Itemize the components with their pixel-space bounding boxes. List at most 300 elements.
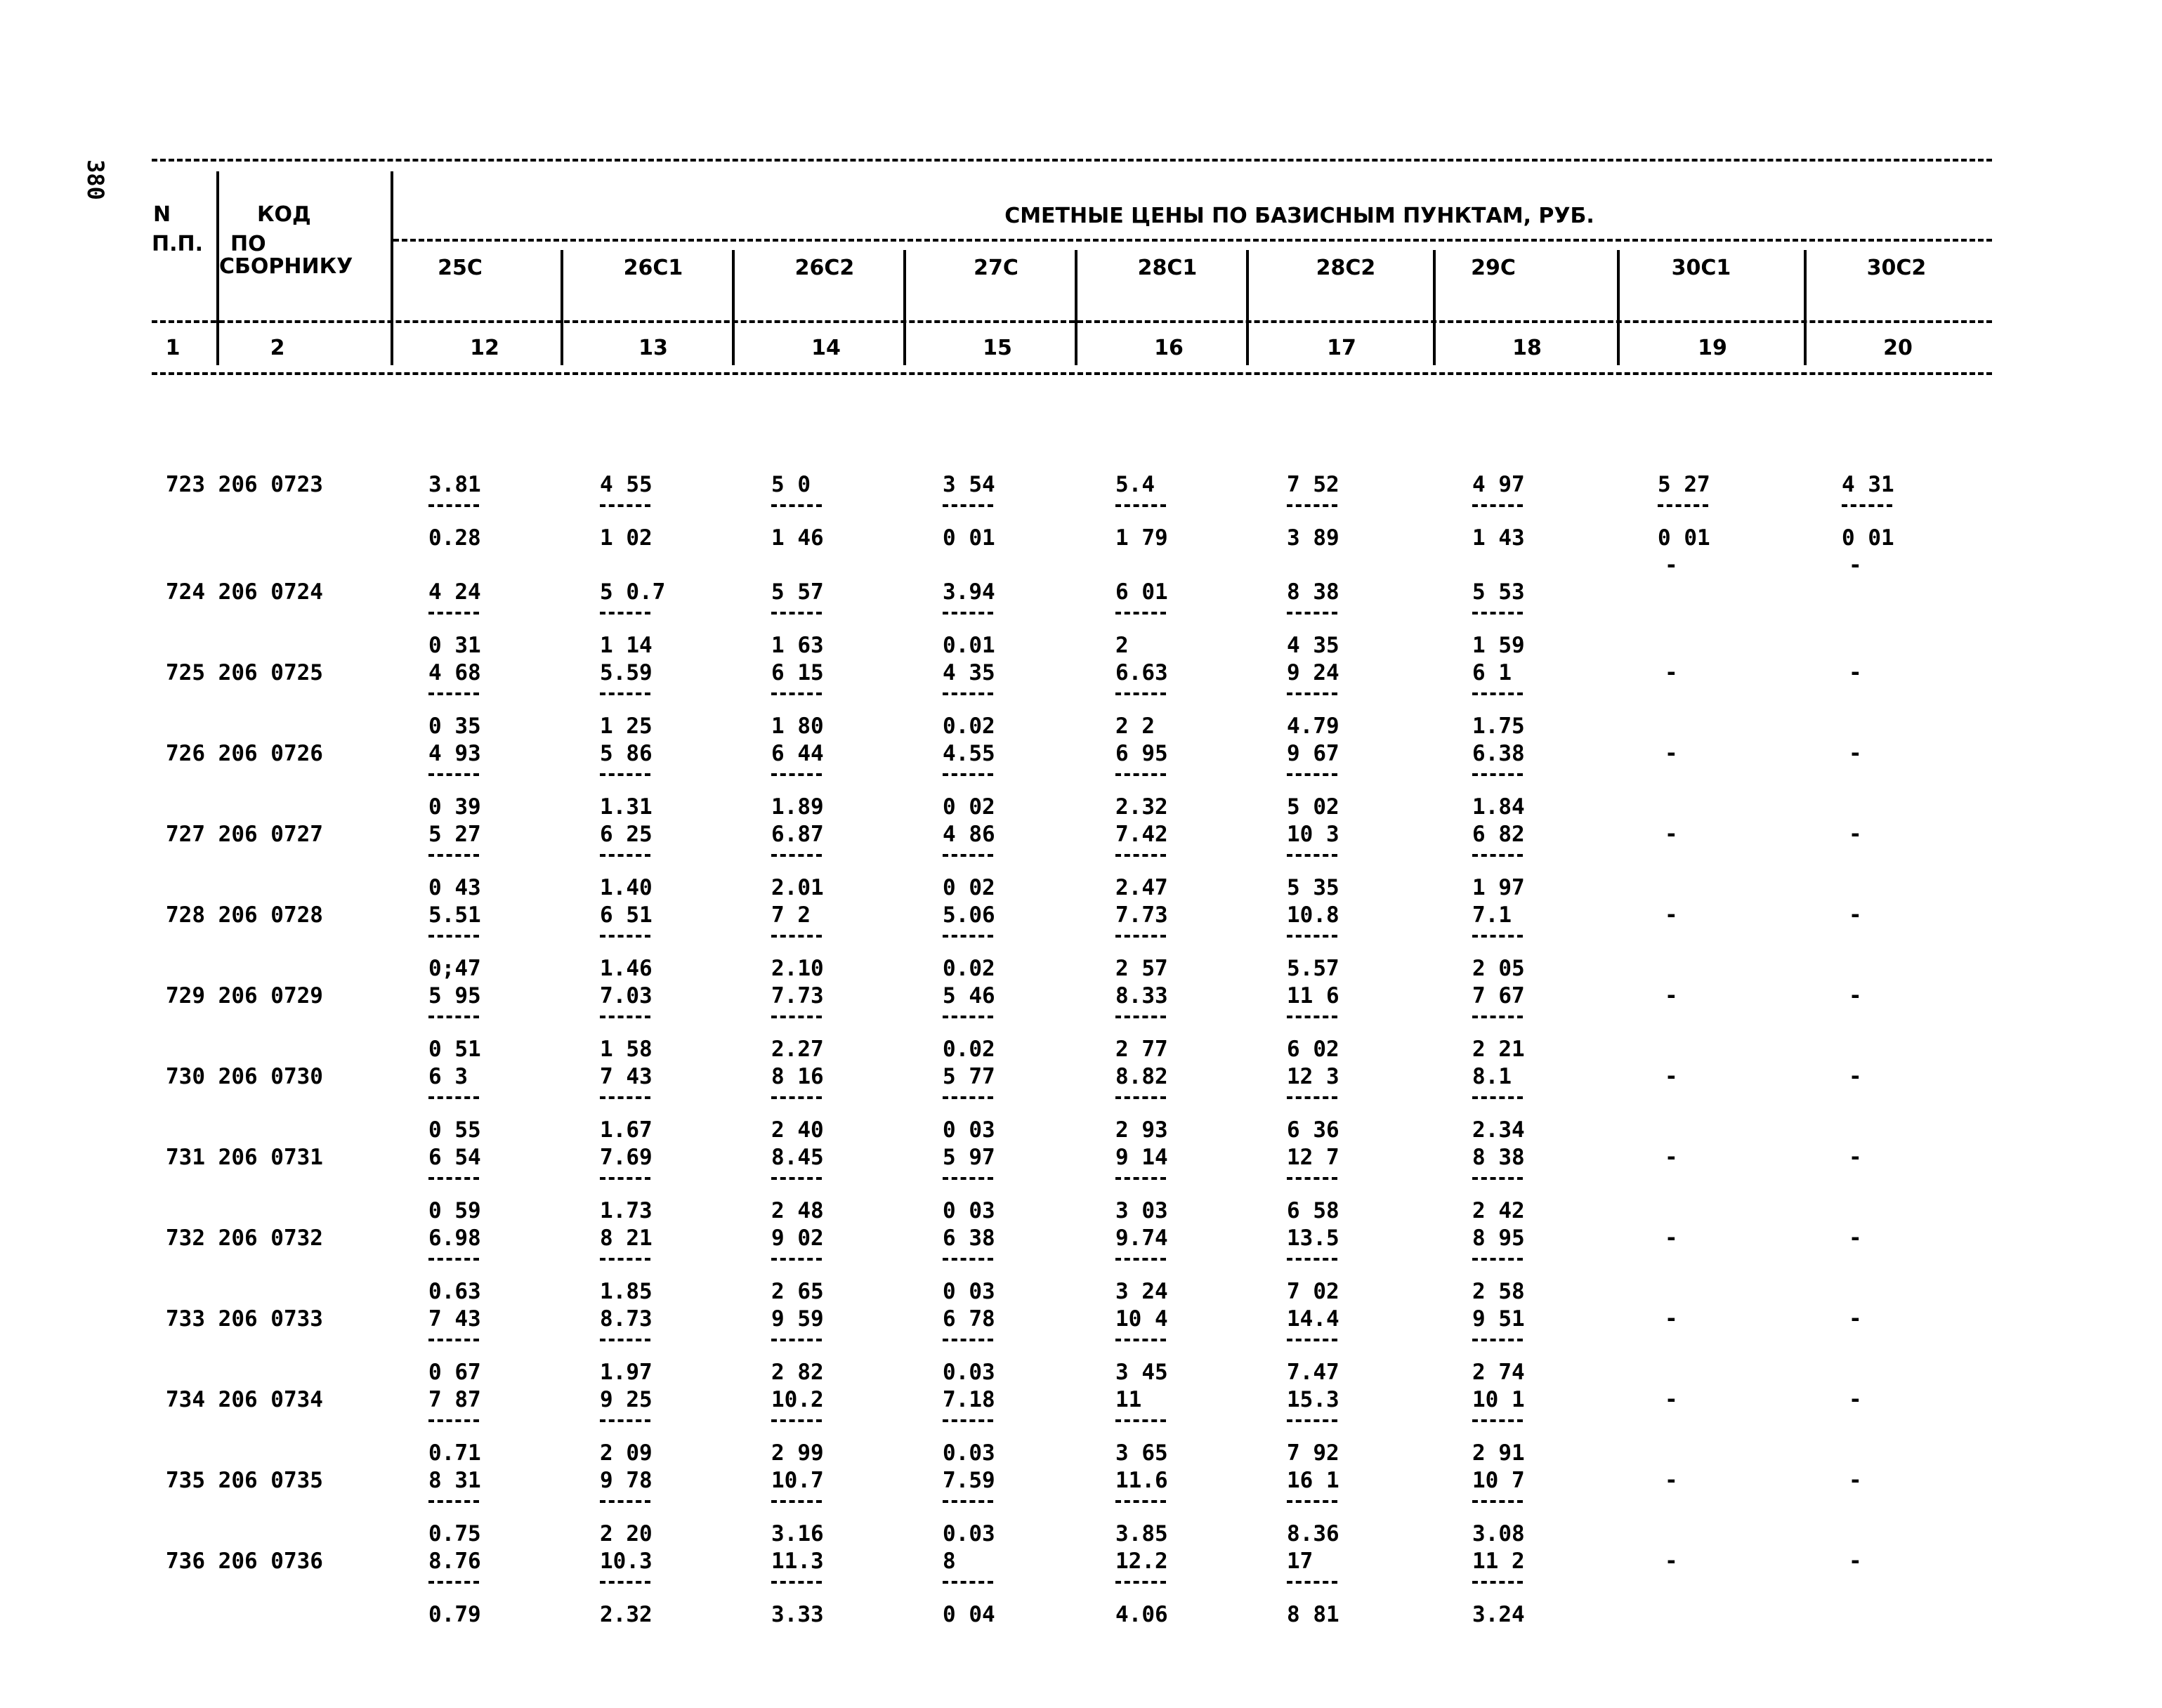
row-label: 728 206 0728 [166, 902, 323, 928]
price-value: 4 93 [428, 741, 481, 766]
price-subvalue: 0 04 [943, 1602, 995, 1627]
price-subvalue: 0 59 [428, 1198, 481, 1223]
price-value: 5 0.7 [600, 579, 666, 605]
price-value: 10.2 [771, 1387, 824, 1412]
price-subvalue: 1.46 [600, 956, 653, 981]
price-value: 7.73 [1115, 902, 1168, 928]
fraction-bar [1472, 935, 1523, 938]
price-subvalue: 0 31 [428, 633, 481, 658]
price-value: 11 6 [1287, 983, 1339, 1009]
price-subvalue: 5 02 [1287, 794, 1339, 820]
price-subvalue: 0 02 [943, 794, 995, 820]
price-value: 9.74 [1115, 1226, 1168, 1251]
price-subvalue: 0.63 [428, 1279, 481, 1304]
price-subvalue: 4.79 [1287, 714, 1339, 739]
price-subvalue: 0 35 [428, 714, 481, 739]
fraction-bar [771, 692, 822, 695]
price-value: 7 43 [600, 1064, 653, 1089]
fraction-bar [1472, 1096, 1523, 1099]
fraction-bar [428, 854, 479, 857]
price-subvalue: 2 20 [600, 1521, 653, 1546]
price-value: 5 27 [1658, 472, 1710, 497]
fraction-bar [1115, 1016, 1166, 1018]
fraction-bar [1115, 1419, 1166, 1422]
row-label: 733 206 0733 [166, 1306, 323, 1332]
fraction-bar [428, 1500, 479, 1503]
price-value: 6 54 [428, 1145, 481, 1170]
price-empty-dash: - [1665, 553, 1678, 578]
price-value: 8 38 [1472, 1145, 1525, 1170]
price-value: 9 51 [1472, 1306, 1525, 1332]
price-empty-dash: - [1849, 1549, 1862, 1574]
price-value: 8.45 [771, 1145, 824, 1170]
fraction-bar [1287, 935, 1337, 938]
price-subvalue: 3.33 [771, 1602, 824, 1627]
price-subvalue: 0 51 [428, 1037, 481, 1062]
price-value: 5.06 [943, 902, 995, 928]
price-subvalue: 2.34 [1472, 1117, 1525, 1143]
fraction-bar [1115, 1339, 1166, 1341]
price-subvalue: 7.47 [1287, 1360, 1339, 1385]
fraction-bar [1287, 1096, 1337, 1099]
fraction-bar [771, 612, 822, 615]
price-value: 12.2 [1115, 1549, 1168, 1574]
fraction-bar [428, 1258, 479, 1261]
fraction-bar [428, 1419, 479, 1422]
price-value: 10 4 [1115, 1306, 1168, 1332]
row-label: 736 206 0736 [166, 1549, 323, 1574]
price-subvalue: 0 03 [943, 1198, 995, 1223]
row-label: 734 206 0734 [166, 1387, 323, 1412]
price-subvalue: 1.97 [600, 1360, 653, 1385]
fraction-bar [1287, 1500, 1337, 1503]
fraction-bar [600, 504, 650, 507]
fraction-bar [943, 1096, 993, 1099]
fraction-bar [1472, 692, 1523, 695]
fraction-bar [600, 773, 650, 776]
column-number: 2 [270, 336, 285, 360]
price-value: 7.1 [1472, 902, 1512, 928]
price-subvalue: 7 02 [1287, 1279, 1339, 1304]
column-number: 16 [1154, 336, 1184, 360]
price-subvalue: 2.32 [600, 1602, 653, 1627]
fraction-bar [428, 1339, 479, 1341]
header-code: КОД [257, 202, 311, 227]
fraction-bar [600, 1419, 650, 1422]
price-empty-dash: - [1849, 1468, 1862, 1493]
price-value: 6.98 [428, 1226, 481, 1251]
price-subvalue: 2 82 [771, 1360, 824, 1385]
price-value: 6 15 [771, 660, 824, 685]
price-value: 4 97 [1472, 472, 1525, 497]
price-subvalue: 4.06 [1115, 1602, 1168, 1627]
price-value: 16 1 [1287, 1468, 1339, 1493]
column-number: 14 [811, 336, 841, 360]
price-value: 3.81 [428, 472, 481, 497]
fraction-bar [1287, 1177, 1337, 1180]
price-value: 9 78 [600, 1468, 653, 1493]
fraction-bar [943, 1581, 993, 1584]
price-subvalue: 0 01 [1842, 525, 1894, 551]
column-number: 12 [470, 336, 499, 360]
price-subvalue: 2 40 [771, 1117, 824, 1143]
price-subvalue: 5.57 [1287, 956, 1339, 981]
fraction-bar [1472, 1177, 1523, 1180]
fraction-bar [600, 1500, 650, 1503]
price-value: 10 1 [1472, 1387, 1525, 1412]
column-number: 15 [983, 336, 1012, 360]
price-subvalue: 2.10 [771, 956, 824, 981]
price-subvalue: 2.27 [771, 1037, 824, 1062]
price-subvalue: 2 48 [771, 1198, 824, 1223]
price-subvalue: 6 36 [1287, 1117, 1339, 1143]
fraction-bar [943, 692, 993, 695]
price-value: 7 43 [428, 1306, 481, 1332]
column-number: 13 [638, 336, 668, 360]
price-value: 7 87 [428, 1387, 481, 1412]
price-value: 8 21 [600, 1226, 653, 1251]
header-divider [732, 250, 735, 365]
price-subvalue: 0 02 [943, 875, 995, 900]
price-value: 4 55 [600, 472, 653, 497]
price-subvalue: 1 02 [600, 525, 653, 551]
price-value: 3.94 [943, 579, 995, 605]
fraction-bar [1287, 854, 1337, 857]
fraction-bar [1658, 504, 1708, 507]
header-bottom-rule [152, 372, 1992, 375]
price-subvalue: 0 39 [428, 794, 481, 820]
price-value: 3 54 [943, 472, 995, 497]
price-value: 11.6 [1115, 1468, 1168, 1493]
price-empty-dash: - [1849, 902, 1862, 928]
fraction-bar [1842, 504, 1892, 507]
price-subvalue: 0;47 [428, 956, 481, 981]
price-value: 5.59 [600, 660, 653, 685]
price-subvalue: 3 89 [1287, 525, 1339, 551]
fraction-bar [1472, 1339, 1523, 1341]
price-value: 6.63 [1115, 660, 1168, 685]
price-value: 5 77 [943, 1064, 995, 1089]
price-empty-dash: - [1665, 1064, 1678, 1089]
price-value: 10 3 [1287, 822, 1339, 847]
price-subvalue: 3 65 [1115, 1440, 1168, 1466]
fraction-bar [943, 1258, 993, 1261]
fraction-bar [600, 854, 650, 857]
price-subvalue: 0 55 [428, 1117, 481, 1143]
price-value: 6.38 [1472, 741, 1525, 766]
price-subvalue: 2 2 [1115, 714, 1155, 739]
fraction-bar [1287, 773, 1337, 776]
fraction-bar [428, 1096, 479, 1099]
price-empty-dash: - [1665, 1226, 1678, 1251]
price-subvalue: 2 65 [771, 1279, 824, 1304]
fraction-bar [600, 612, 650, 615]
price-subvalue: 0.71 [428, 1440, 481, 1466]
fraction-bar [428, 1177, 479, 1180]
price-value: 12 7 [1287, 1145, 1339, 1170]
price-value: 14.4 [1287, 1306, 1339, 1332]
price-value: 6 95 [1115, 741, 1168, 766]
row-label: 726 206 0726 [166, 741, 323, 766]
fraction-bar [600, 692, 650, 695]
column-header: 26С2 [794, 256, 855, 280]
price-empty-dash: - [1665, 741, 1678, 766]
price-value: 7 67 [1472, 983, 1525, 1009]
price-empty-dash: - [1665, 1306, 1678, 1332]
column-header: 25С [438, 256, 483, 280]
price-empty-dash: - [1849, 822, 1862, 847]
price-subvalue: 5 35 [1287, 875, 1339, 900]
fraction-bar [771, 1339, 822, 1341]
price-subvalue: 1 63 [771, 633, 824, 658]
price-subvalue: 1 14 [600, 633, 653, 658]
price-empty-dash: - [1849, 1387, 1862, 1412]
price-value: 6 3 [428, 1064, 468, 1089]
row-label: 723 206 0723 [166, 472, 323, 497]
price-empty-dash: - [1665, 1549, 1678, 1574]
column-header: 30С2 [1866, 256, 1927, 280]
price-value: 8 38 [1287, 579, 1339, 605]
price-value: 6 1 [1472, 660, 1512, 685]
fraction-bar [771, 935, 822, 938]
row-label: 735 206 0735 [166, 1468, 323, 1493]
price-subvalue: 0 01 [1658, 525, 1710, 551]
price-value: 5 95 [428, 983, 481, 1009]
price-value: 8 [943, 1549, 956, 1574]
fraction-bar [771, 1419, 822, 1422]
price-empty-dash: - [1665, 822, 1678, 847]
price-subvalue: 6 02 [1287, 1037, 1339, 1062]
page-number: 380 [82, 159, 109, 200]
price-subvalue: 4 35 [1287, 633, 1339, 658]
price-value: 7.59 [943, 1468, 995, 1493]
price-value: 9 14 [1115, 1145, 1168, 1170]
fraction-bar [771, 773, 822, 776]
fraction-bar [428, 612, 479, 615]
fraction-bar [943, 1339, 993, 1341]
header-code-sbornik: СБОРНИКУ [219, 254, 353, 279]
fraction-bar [943, 504, 993, 507]
fraction-bar [600, 1177, 650, 1180]
price-value: 6 44 [771, 741, 824, 766]
fraction-bar [1115, 1177, 1166, 1180]
header-divider [1433, 250, 1436, 365]
fraction-bar [600, 1096, 650, 1099]
price-empty-dash: - [1849, 1226, 1862, 1251]
price-subvalue: 2 77 [1115, 1037, 1168, 1062]
price-value: 7.73 [771, 983, 824, 1009]
fraction-bar [943, 854, 993, 857]
price-subvalue: 1.73 [600, 1198, 653, 1223]
price-value: 9 25 [600, 1387, 653, 1412]
price-subvalue: 1 80 [771, 714, 824, 739]
row-label: 724 206 0724 [166, 579, 323, 605]
fraction-bar [600, 1581, 650, 1584]
header-title: СМЕТНЫЕ ЦЕНЫ ПО БАЗИСНЫМ ПУНКТАМ, РУБ. [1004, 204, 1594, 228]
price-value: 5 46 [943, 983, 995, 1009]
header-divider [1075, 250, 1077, 365]
column-number: 17 [1327, 336, 1356, 360]
fraction-bar [428, 692, 479, 695]
price-value: 7.03 [600, 983, 653, 1009]
fraction-bar [771, 504, 822, 507]
column-number: 20 [1883, 336, 1913, 360]
price-value: 4 35 [943, 660, 995, 685]
row-label: 730 206 0730 [166, 1064, 323, 1089]
price-subvalue: 3 45 [1115, 1360, 1168, 1385]
price-subvalue: 2.47 [1115, 875, 1168, 900]
price-empty-dash: - [1849, 1145, 1862, 1170]
price-subvalue: 3.08 [1472, 1521, 1525, 1546]
fraction-bar [428, 1581, 479, 1584]
fraction-bar [1287, 1258, 1337, 1261]
price-value: 11 [1115, 1387, 1142, 1412]
fraction-bar [1287, 1419, 1337, 1422]
price-value: 10.7 [771, 1468, 824, 1493]
price-subvalue: 1 97 [1472, 875, 1525, 900]
price-value: 6 01 [1115, 579, 1168, 605]
fraction-bar [1115, 504, 1166, 507]
price-value: 5 57 [771, 579, 824, 605]
header-title-rule [393, 239, 1992, 242]
row-label: 731 206 0731 [166, 1145, 323, 1170]
fraction-bar [943, 1177, 993, 1180]
price-subvalue: 0.02 [943, 1037, 995, 1062]
column-header: 28С1 [1137, 256, 1198, 280]
price-subvalue: 0.03 [943, 1440, 995, 1466]
price-subvalue: 3.16 [771, 1521, 824, 1546]
fraction-bar [1287, 1581, 1337, 1584]
fraction-bar [943, 1016, 993, 1018]
column-number: 19 [1698, 336, 1727, 360]
price-value: 17 [1287, 1549, 1313, 1574]
price-value: 9 24 [1287, 660, 1339, 685]
price-value: 12 3 [1287, 1064, 1339, 1089]
fraction-bar [428, 773, 479, 776]
price-value: 5 97 [943, 1145, 995, 1170]
fraction-bar [1115, 612, 1166, 615]
fraction-bar [600, 1339, 650, 1341]
price-subvalue: 7 92 [1287, 1440, 1339, 1466]
price-value: 6 78 [943, 1306, 995, 1332]
price-value: 6 82 [1472, 822, 1525, 847]
fraction-bar [600, 935, 650, 938]
price-empty-dash: - [1849, 741, 1862, 766]
fraction-bar [1472, 1500, 1523, 1503]
price-value: 5 27 [428, 822, 481, 847]
header-top-rule [152, 159, 1992, 162]
price-value: 13.5 [1287, 1226, 1339, 1251]
price-subvalue: 1.31 [600, 794, 653, 820]
price-subvalue: 1.75 [1472, 714, 1525, 739]
fraction-bar [943, 612, 993, 615]
price-subvalue: 1 58 [600, 1037, 653, 1062]
fraction-bar [771, 1581, 822, 1584]
price-subvalue: 0.03 [943, 1521, 995, 1546]
fraction-bar [1472, 1581, 1523, 1584]
price-value: 4.55 [943, 741, 995, 766]
price-empty-dash: - [1849, 1064, 1862, 1089]
column-header: 28С2 [1316, 256, 1376, 280]
fraction-bar [1115, 854, 1166, 857]
price-value: 5.4 [1115, 472, 1155, 497]
price-subvalue: 3 24 [1115, 1279, 1168, 1304]
price-value: 8 16 [771, 1064, 824, 1089]
price-empty-dash: - [1665, 1387, 1678, 1412]
price-value: 4 86 [943, 822, 995, 847]
price-subvalue: 1 79 [1115, 525, 1168, 551]
fraction-bar [771, 1258, 822, 1261]
price-value: 6.87 [771, 822, 824, 847]
header-mid-rule [152, 320, 1992, 323]
price-subvalue: 0 03 [943, 1279, 995, 1304]
price-value: 5 0 [771, 472, 811, 497]
price-subvalue: 0.28 [428, 525, 481, 551]
fraction-bar [771, 1016, 822, 1018]
price-value: 7.42 [1115, 822, 1168, 847]
price-value: 9 59 [771, 1306, 824, 1332]
fraction-bar [1115, 1581, 1166, 1584]
price-subvalue: 0 43 [428, 875, 481, 900]
header-divider [1804, 250, 1807, 365]
fraction-bar [1287, 692, 1337, 695]
price-value: 4 24 [428, 579, 481, 605]
price-subvalue: 2 91 [1472, 1440, 1525, 1466]
price-value: 7 52 [1287, 472, 1339, 497]
price-subvalue: 1 43 [1472, 525, 1525, 551]
fraction-bar [1472, 1258, 1523, 1261]
fraction-bar [943, 1419, 993, 1422]
fraction-bar [1472, 773, 1523, 776]
price-subvalue: 1 25 [600, 714, 653, 739]
price-value: 10.3 [600, 1549, 653, 1574]
price-value: 11.3 [771, 1549, 824, 1574]
fraction-bar [771, 1500, 822, 1503]
column-number: 18 [1512, 336, 1542, 360]
fraction-bar [428, 935, 479, 938]
header-pp: П.П. [152, 232, 204, 256]
header-divider [561, 250, 563, 365]
fraction-bar [1287, 504, 1337, 507]
price-subvalue: 0.79 [428, 1602, 481, 1627]
fraction-bar [428, 504, 479, 507]
price-value: 8.33 [1115, 983, 1168, 1009]
fraction-bar [600, 1258, 650, 1261]
price-empty-dash: - [1849, 660, 1862, 685]
price-value: 10 7 [1472, 1468, 1525, 1493]
price-value: 11 2 [1472, 1549, 1525, 1574]
price-subvalue: 0.75 [428, 1521, 481, 1546]
price-subvalue: 8.36 [1287, 1521, 1339, 1546]
price-subvalue: 1 46 [771, 525, 824, 551]
column-header: 27С [974, 256, 1018, 280]
price-subvalue: 2 58 [1472, 1279, 1525, 1304]
price-value: 8.1 [1472, 1064, 1512, 1089]
fraction-bar [1287, 1339, 1337, 1341]
price-value: 5 53 [1472, 579, 1525, 605]
price-subvalue: 1.67 [600, 1117, 653, 1143]
fraction-bar [1115, 1258, 1166, 1261]
price-value: 9 02 [771, 1226, 824, 1251]
fraction-bar [943, 773, 993, 776]
price-empty-dash: - [1665, 1145, 1678, 1170]
column-number: 1 [165, 336, 181, 360]
price-subvalue: 1 59 [1472, 633, 1525, 658]
fraction-bar [771, 1177, 822, 1180]
price-value: 8.82 [1115, 1064, 1168, 1089]
header-divider [1617, 250, 1620, 365]
fraction-bar [1472, 612, 1523, 615]
